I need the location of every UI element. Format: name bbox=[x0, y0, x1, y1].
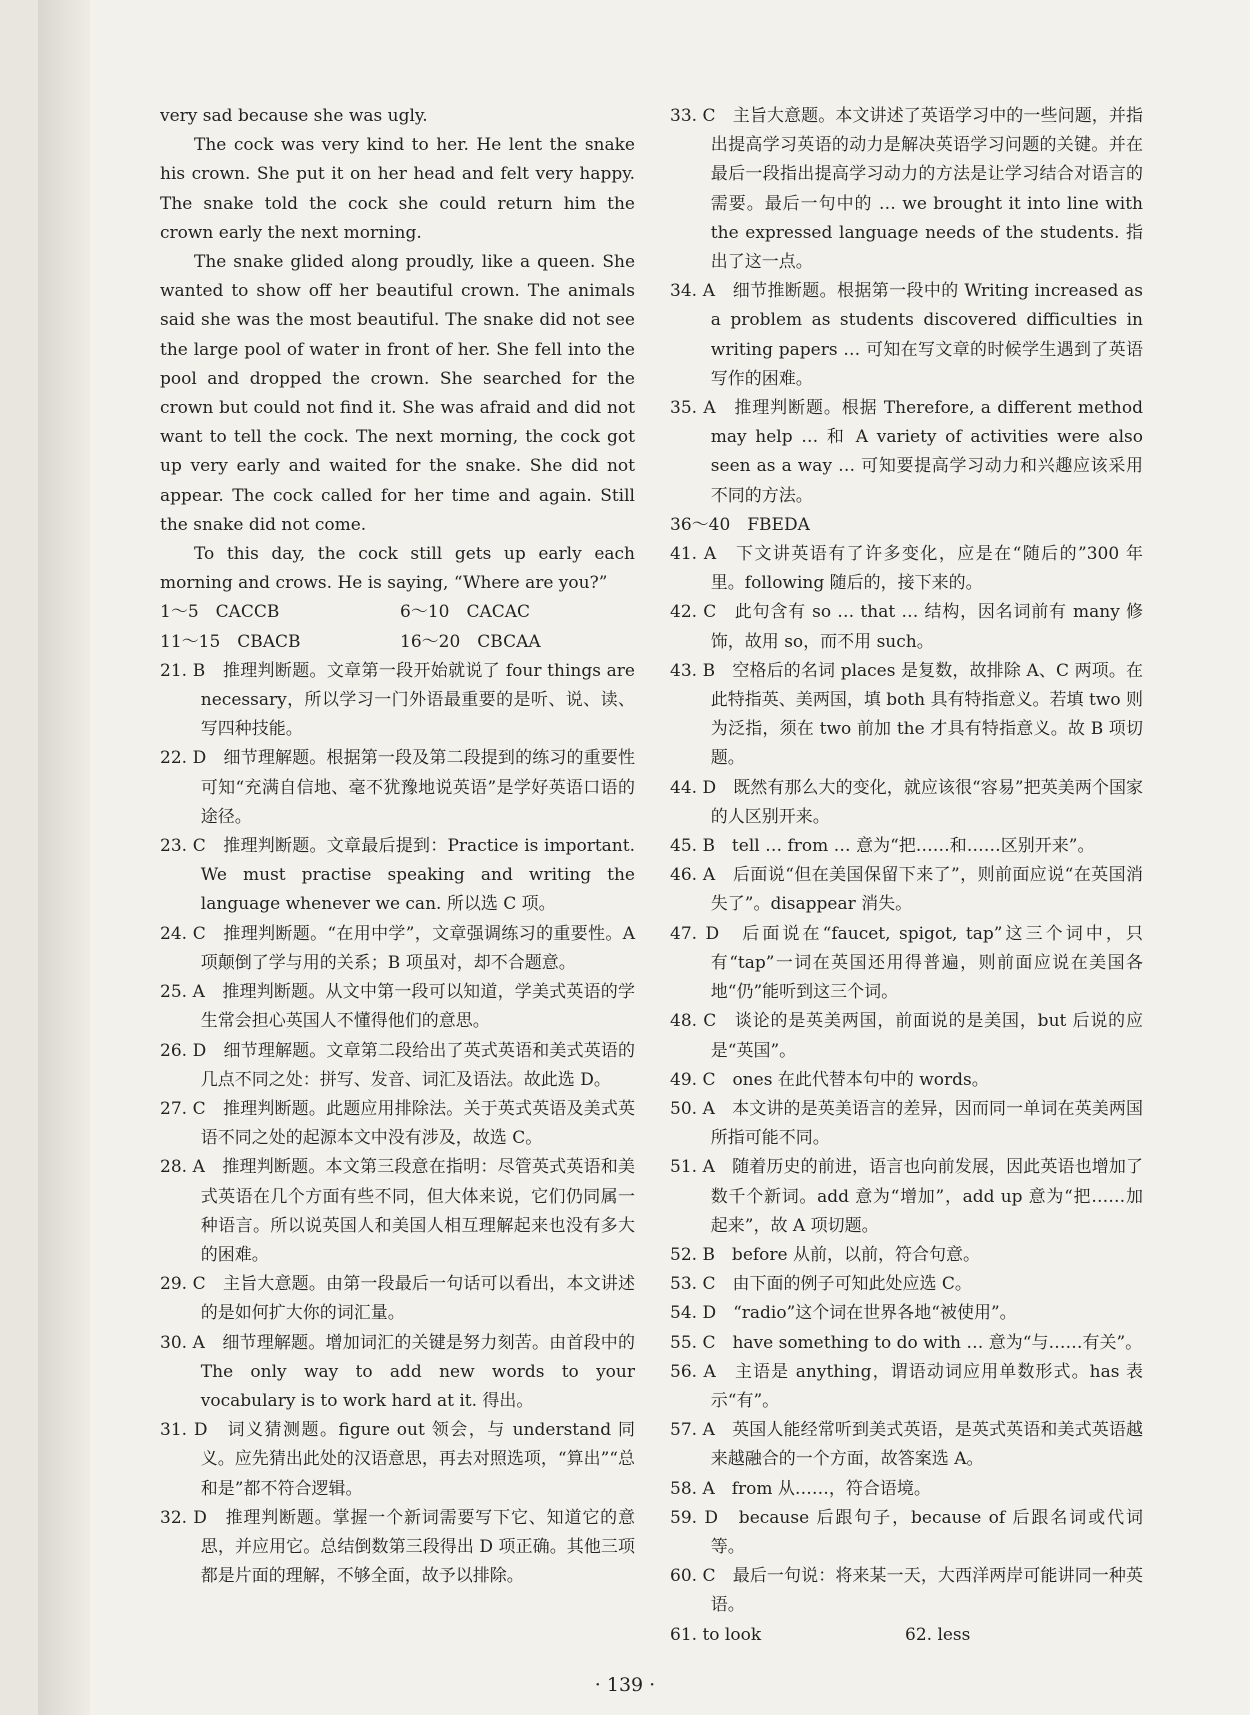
answer-group: 16～20 CBCAA bbox=[400, 631, 541, 652]
answer-item-56: 56. A 主语是 anything，谓语动词应用单数形式。has 表示“有”。 bbox=[670, 1361, 1143, 1411]
answer-item-52: 52. B before 从前，以前，符合句意。 bbox=[670, 1244, 980, 1265]
answer-item-42: 42. C 此句含有 so … that … 结构，因名词前有 many 修饰，故用 so，而不用 such。 bbox=[670, 602, 1143, 652]
answer-item-26: 26. D 细节理解题。文章第二段给出了英式英语和美式英语的几点不同之处：拼写、发音、词汇及语法。故此选 D。 bbox=[160, 1040, 635, 1090]
answer-item-50: 50. A 本文讲的是英美语言的差异，因而同一单词在英美两国所指可能不同。 bbox=[670, 1098, 1143, 1149]
answer-item-24: 24. C 推理判断题。“在用中学”，文章强调练习的重要性。A 项颠倒了学与用的关系；B 项虽对，却不合题意。 bbox=[160, 923, 635, 973]
answer-item-62: 62. less bbox=[905, 1624, 971, 1645]
answer-row bbox=[160, 598, 635, 627]
answer-item-47: 47. D 后面说在“faucet, spigot, tap”这三个词中，只有“tap”一词在英国还用得普遍，则前面应说在美国各地“仍”能听到这三个词。 bbox=[670, 923, 1143, 1003]
left-column bbox=[160, 102, 635, 1591]
answer-group: 11～15 CBACB bbox=[160, 631, 301, 652]
story-paragraph: To this day, the cock still gets up early each morning and crows. He is saying, “Where are you?” bbox=[160, 544, 635, 594]
answer-item-33: 33. C 主旨大意题。本文讲述了英语学习中的一些问题，并指出提高学习英语的动力是解决英语学习问题的关键。并在最后一段指出提高学习动力的方法是让学习结合对语言的需要。最后一句中的 … we brought it into line with the expressed language needs of the students. 指出了这一点。 bbox=[670, 106, 1143, 273]
answer-item-54: 54. D “radio”这个词在世界各地“被使用”。 bbox=[670, 1303, 1017, 1324]
answer-item-51: 51. A 随着历史的前进，语言也向前发展，因此英语也增加了数千个新词。add 意为“增加”，add up 意为“把……加起来”，故 A 项切题。 bbox=[670, 1157, 1143, 1236]
answer-item-22: 22. D 细节理解题。根据第一段及第二段提到的练习的重要性可知“充满自信地、毫不犹豫地说英语”是学好英语口语的途径。 bbox=[160, 748, 635, 827]
right-column bbox=[670, 102, 1143, 1650]
answer-item-49: 49. C ones 在此代替本句中的 words。 bbox=[670, 1069, 989, 1090]
answer-item-53: 53. C 由下面的例子可知此处应选 C。 bbox=[670, 1274, 972, 1295]
answer-item-36-40: 36～40 FBEDA bbox=[670, 514, 810, 535]
answer-item-45: 45. B tell … from … 意为“把……和……区别开来”。 bbox=[670, 836, 1095, 857]
answer-item-59: 59. D because 后跟句子，because of 后跟名词或代词等。 bbox=[670, 1507, 1143, 1557]
answer-item-35: 35. A 推理判断题。根据 Therefore, a different method may help … 和 A variety of activities were also seen as a way … 可知要提高学习动力和兴趣应该采用不同的方法。 bbox=[670, 398, 1143, 506]
answer-group: 1～5 CACCB bbox=[160, 602, 280, 623]
answer-item-21: 21. B 推理判断题。文章第一段开始就说了 four things are necessary，所以学习一门外语最重要的是听、说、读、写四种技能。 bbox=[160, 660, 635, 740]
answer-item-31: 31. D 词义猜测题。figure out 领会，与 understand 同义。应先猜出此处的汉语意思，再去对照选项，“算出”“总和是”都不符合逻辑。 bbox=[160, 1420, 635, 1499]
answer-item-58: 58. A from 从……，符合语境。 bbox=[670, 1478, 931, 1499]
answer-item-25: 25. A 推理判断题。从文中第一段可以知道，学美式英语的学生常会担心英国人不懂得他们的意思。 bbox=[160, 982, 635, 1032]
answer-item-23: 23. C 推理判断题。文章最后提到：Practice is important. We must practise speaking and writing the language whenever we can. 所以选 C 项。 bbox=[160, 836, 635, 915]
answer-item-30: 30. A 细节理解题。增加词汇的关键是努力刻苦。由首段中的 The only way to add new words to your vocabulary is to work hard at it. 得出。 bbox=[160, 1332, 635, 1411]
answer-item-46: 46. A 后面说“但在美国保留下来了”，则前面应说“在英国消失了”。disappear 消失。 bbox=[670, 865, 1143, 915]
scan-edge bbox=[38, 0, 90, 1715]
answer-row bbox=[160, 628, 635, 657]
answer-item-61: 61. to look bbox=[670, 1624, 762, 1645]
answer-row-61-62 bbox=[670, 1621, 1143, 1650]
answer-item-29: 29. C 主旨大意题。由第一段最后一句话可以看出，本文讲述的是如何扩大你的词汇量。 bbox=[160, 1274, 635, 1324]
answer-item-43: 43. B 空格后的名词 places 是复数，故排除 A、C 两项。在此特指英、美两国，填 both 具有特指意义。若填 two 则为泛指，须在 two 前加 the 才具有特指意义。故 B 项切题。 bbox=[670, 660, 1143, 769]
story-paragraph: very sad because she was ugly. bbox=[160, 106, 428, 126]
answer-item-55: 55. C have something to do with … 意为“与……有关”。 bbox=[670, 1332, 1143, 1353]
answer-item-44: 44. D 既然有那么大的变化，就应该很“容易”把英美两个国家的人区别开来。 bbox=[670, 777, 1143, 827]
answer-item-27: 27. C 推理判断题。此题应用排除法。关于英式英语及美式英语不同之处的起源本文中没有涉及，故选 C。 bbox=[160, 1098, 635, 1149]
page-number: · 139 · bbox=[594, 1674, 656, 1696]
story-paragraph: The cock was very kind to her. He lent the snake his crown. She put it on her head and felt very happy. The snake told the cock she could return him the crown early the next morning. bbox=[160, 135, 635, 243]
answer-item-60: 60. C 最后一句说：将来某一天，大西洋两岸可能讲同一种英语。 bbox=[670, 1566, 1143, 1616]
answer-item-34: 34. A 细节推断题。根据第一段中的 Writing increased as a problem as students discovered difficulties in writing papers … 可知在写文章的时候学生遇到了英语写作的困难。 bbox=[670, 281, 1143, 389]
answer-item-41: 41. A 下文讲英语有了许多变化，应是在“随后的”300 年里。following 随后的，接下来的。 bbox=[670, 544, 1143, 594]
answer-item-28: 28. A 推理判断题。本文第三段意在指明：尽管英式英语和美式英语在几个方面有些不同，但大体来说，它们仍同属一种语言。所以说英国人和美国人相互理解起来也没有多大的困难。 bbox=[160, 1157, 635, 1265]
answer-item-32: 32. D 推理判断题。掌握一个新词需要写下它、知道它的意思，并应用它。总结倒数第三段得出 D 项正确。其他三项都是片面的理解，不够全面，故予以排除。 bbox=[160, 1507, 635, 1587]
story-paragraph: The snake glided along proudly, like a queen. She wanted to show off her beautiful crown. The animals said she was the most beautiful. The snake did not see the large pool of water in front of her. She fell into the pool and dropped the crown. She searched for the crown but could not find it. She was afraid and did not want to tell the cock. The next morning, the cock got up very early and waited for the snake. She did not appear. The cock called for her time and again. Still the snake did not come. bbox=[160, 252, 635, 535]
answer-item-57: 57. A 英国人能经常听到美式英语，是英式英语和美式英语越来越融合的一个方面，故答案选 A。 bbox=[670, 1420, 1143, 1470]
answer-item-48: 48. C 谈论的是英美两国，前面说的是美国，but 后说的应是“英国”。 bbox=[670, 1011, 1143, 1061]
answer-group: 6～10 CACAC bbox=[400, 602, 531, 623]
